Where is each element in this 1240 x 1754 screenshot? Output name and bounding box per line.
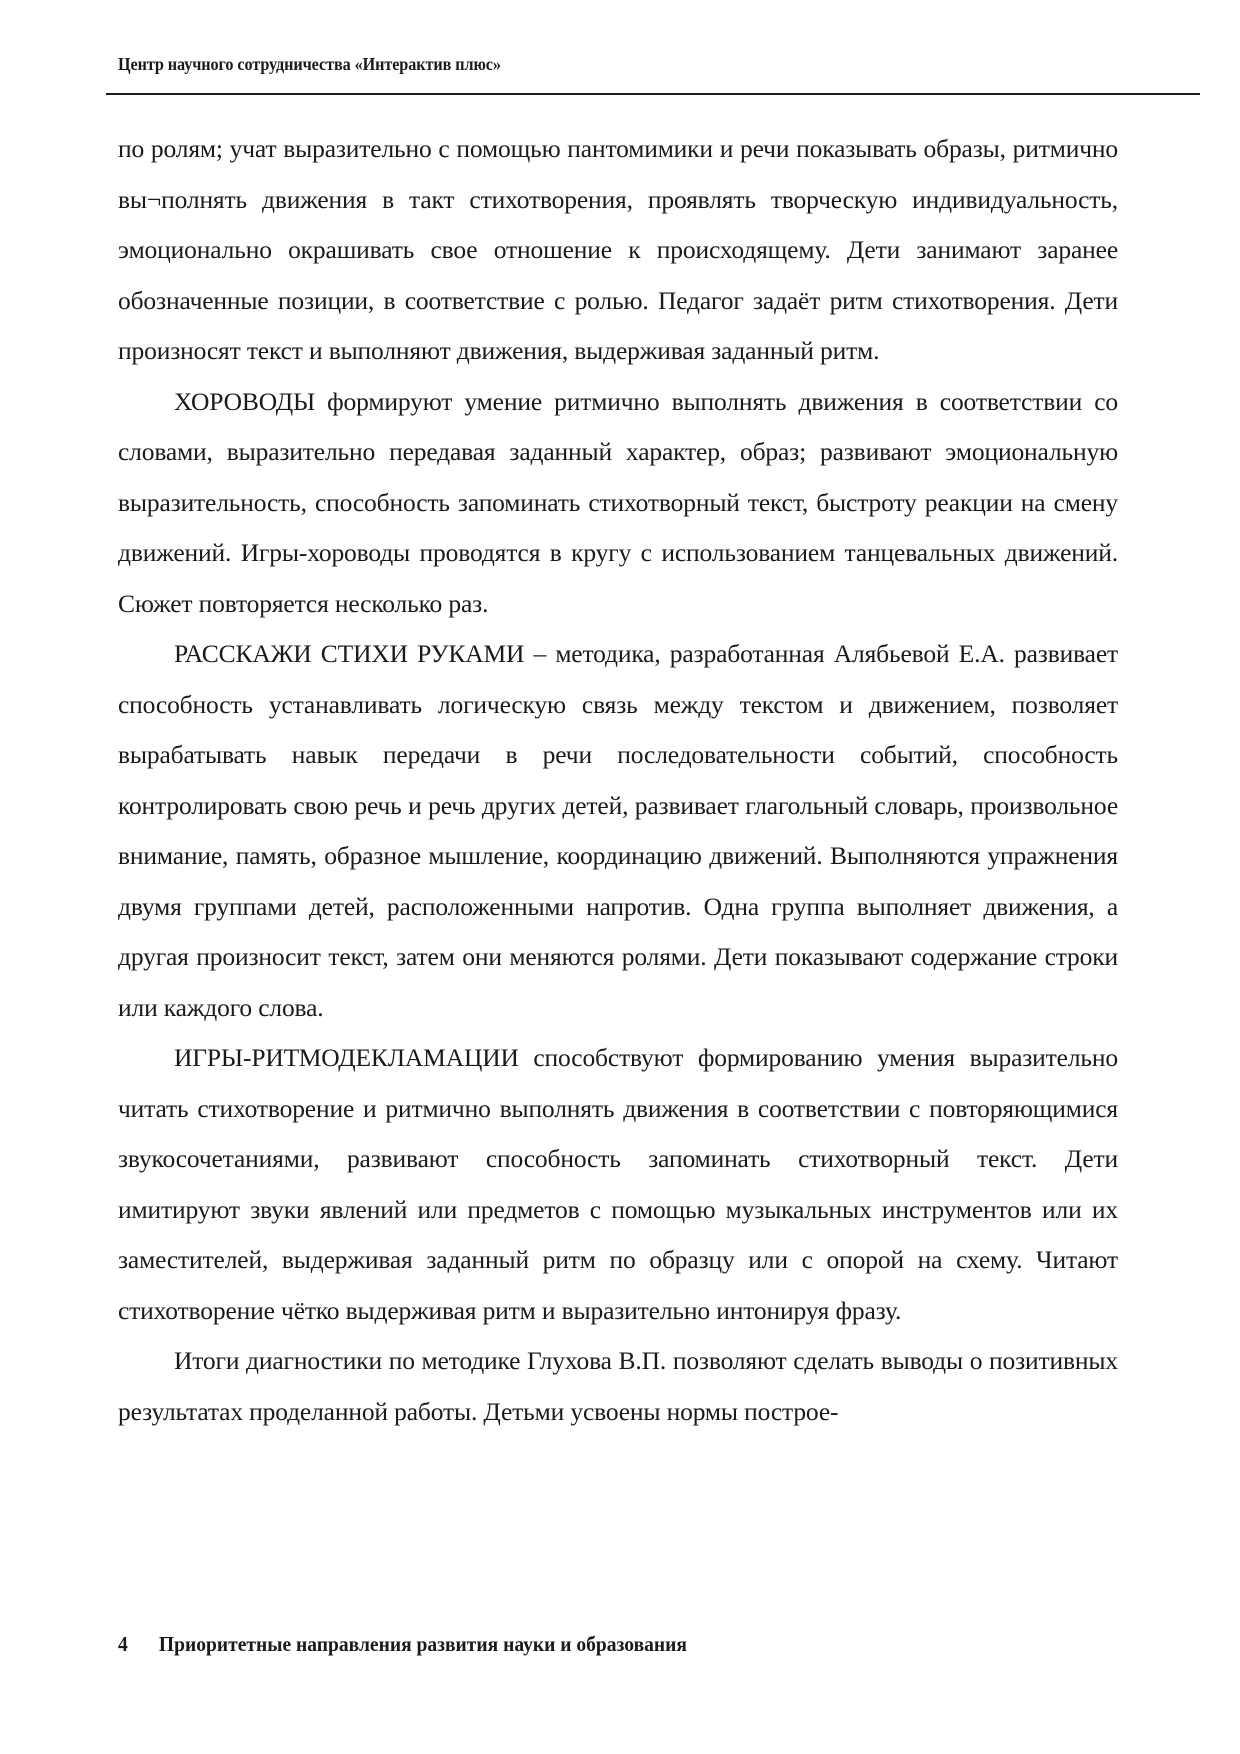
- footer-title: Приоритетные направления развития науки и образования: [158, 1632, 687, 1656]
- header-title: Центр научного сотрудничества «Интерактив плюс»: [118, 54, 501, 74]
- paragraph-rasskazhi-stikhi-rukami: РАССКАЖИ СТИХИ РУКАМИ – методика, разработанная Алябьевой Е.А. развивает способность устанавливать логическую связь между текстом и движением, позволяет вырабатывать навык передачи в речи последовательности событий, способность контролировать свою речь и речь других детей, развивает глагольный словарь, произвольное внимание, память, образное мышление, координацию движений. Выполняются упражнения двумя группами детей, расположенными напротив. Одна группа выполняет движения, а другая произносит текст, затем они меняются ролями. Дети показывают содержание строки или каждого слова.: [118, 639, 1118, 1022]
- paragraph-igry-ritmodeklamatsii: ИГРЫ-РИТМОДЕКЛАМАЦИИ способствуют формированию умения выразительно читать стихотворение и ритмично выполнять движения в соответствии с повторяющимися звукосочетаниями, развивают способность запоминать стихотворный текст. Дети имитируют звуки явлений или предметов с помощью музыкальных инструментов или их заместителей, выдерживая заданный ритм по образцу или с опорой на схему. Читают стихотворение чётко выдерживая ритм и выразительно интонируя фразу.: [118, 1043, 1118, 1325]
- paragraph-khorovody: ХОРОВОДЫ формируют умение ритмично выполнять движения в соответствии со словами, выразительно передавая заданный характер, образ; развивают эмоциональную выразительность, способность запоминать стихотворный текст, быстроту реакции на смену движений. Игры-хороводы проводятся в кругу с использованием танцевальных движений. Сюжет повторяется несколько раз.: [118, 386, 1118, 618]
- page-footer: [118, 1632, 687, 1657]
- header-divider: [106, 93, 1200, 95]
- article-body: [118, 124, 1118, 1437]
- page-number: 4: [118, 1632, 128, 1656]
- paragraph-continuation: по ролям; учат выразительно с помощью пантомимики и речи показывать образы, ритмично вы¬полнять движения в такт стихотворения, проявлять творческую индивидуальность, эмоционально окрашивать свое отношение к происходящему. Дети занимают заранее обозначенные позиции, в соответствие с ролью. Педагог задаёт ритм стихотворения. Дети произносят текст и выполняют движения, выдерживая заданный ритм.: [118, 134, 1118, 365]
- paragraph-itogi-diagnostiki: Итоги диагностики по методике Глухова В.П. позволяют сделать выводы о позитивных результатах проделанной работы. Детьми усвоены нормы построе-: [118, 1346, 1118, 1426]
